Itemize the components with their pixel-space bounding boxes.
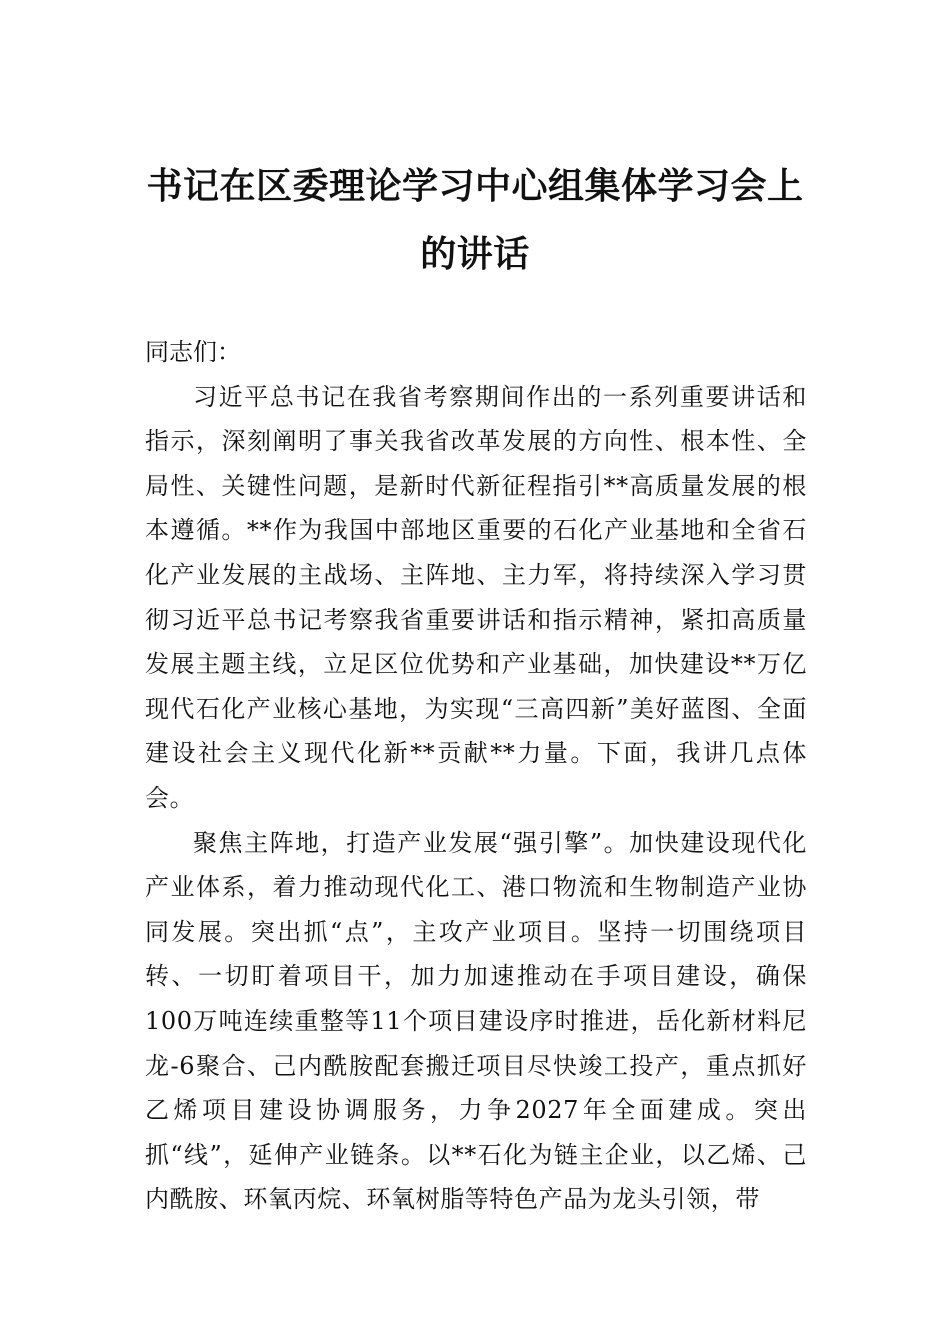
paragraph-main-battlefield: 聚焦主阵地，打造产业发展“强引擎”。加快建设现代化产业体系，着力推动现代化工、港口物流和生物制造产业协同发展。突出抓“点”，主攻产业项目。坚持一切围绕项目转、一切盯着项目干，加力加速推动在手项目建设，确保100万吨连续重整等11个项目建设序时推进，岳化新材料尼龙-6聚合、己内酰胺配套搬迁项目尽快竣工投产，重点抓好乙烯项目建设协调服务，力争2027年全面建成。突出抓“线”，延伸产业链条。以**石化为链主企业，以乙烯、己内酰胺、环氧丙烷、环氧树脂等特色产品为龙头引领，带 (145, 828, 807, 1214)
title-line-2: 的讲话 (420, 233, 530, 275)
paragraph-intro: 习近平总书记在我省考察期间作出的一系列重要讲话和指示，深刻阐明了事关我省改革发展的方向性、根本性、全局性、关键性问题，是新时代新征程指引**高质量发展的根本遵循。**作为我国中部地区重要的石化产业基地和全省石化产业发展的主战场、主阵地、主力军，将持续深入学习贯彻习近平总书记考察我省重要讲话和指示精神，紧扣高质量发展主题主线，立足区位优势和产业基础，加快建设**万亿现代石化产业核心基地，为实现“三高四新”美好蓝图、全面建设社会主义现代化新**贡献**力量。下面，我讲几点体会。 (145, 382, 807, 812)
title-line-1: 书记在区委理论学习中心组集体学习会上 (146, 165, 804, 207)
salutation: 同志们： (145, 338, 241, 366)
document-title (145, 152, 805, 288)
document-body (145, 330, 807, 1222)
